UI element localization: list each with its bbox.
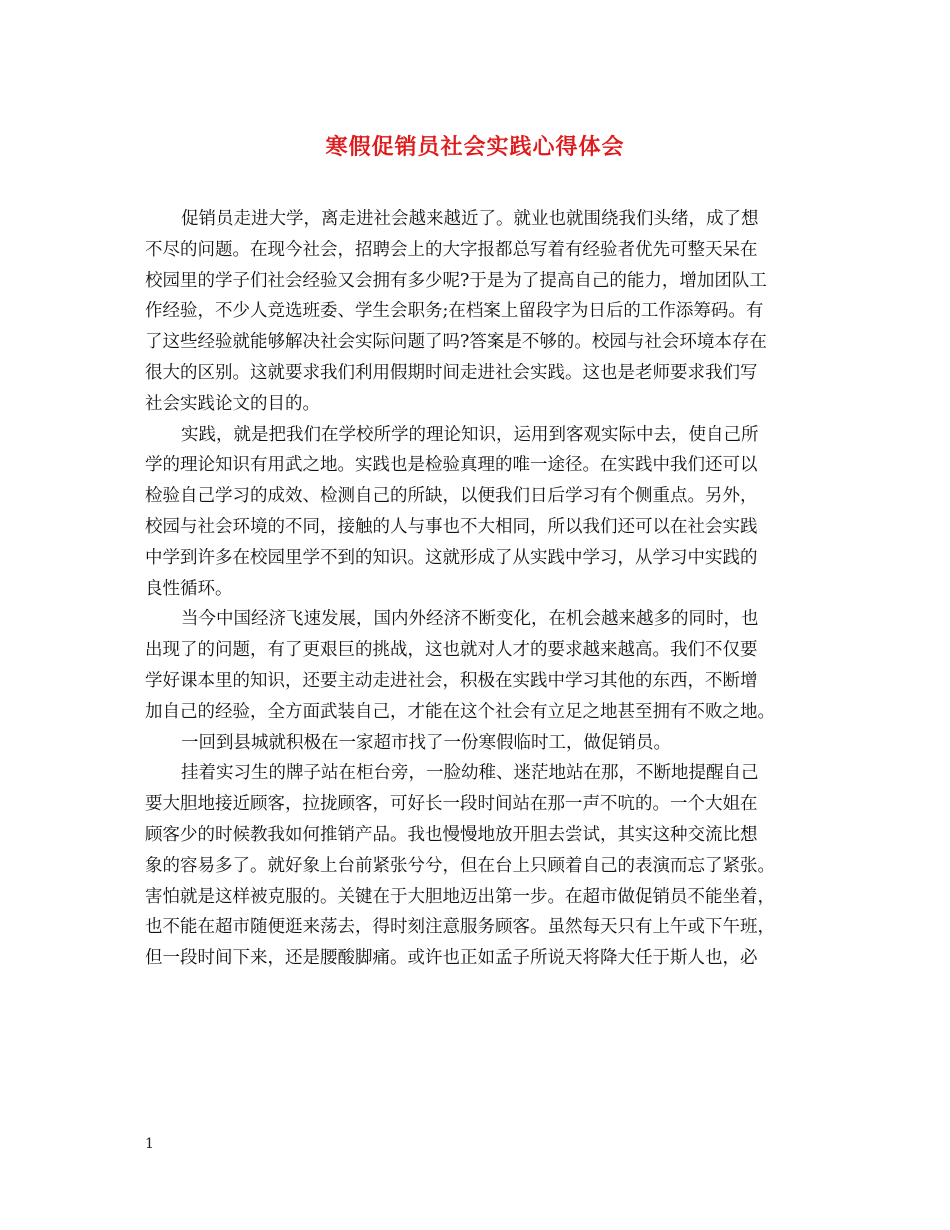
page-number: 1 [145,1136,154,1152]
text-line: 实践，就是把我们在学校所学的理论知识，运用到客观实际中去，使自己所 [181,424,759,445]
text-line: 良性循环。 [145,578,233,599]
text-line: 检验自己学习的成效、检测自己的所缺，以便我们日后学习有个侧重点。另外， [145,486,758,507]
text-line: 促销员走进大学，离走进社会越来越近了。就业也就围绕我们头绪，成了想 [181,209,759,229]
text-line: 社会实践论文的目的。 [145,393,320,414]
text-line: 象的容易多了。就好象上台前紧张兮兮，但在台上只顾着自己的表演而忘了紧张。 [145,855,775,876]
text-line: 很大的区别。这就要求我们利用假期时间走进社会实践。这也是老师要求我们写 [145,362,758,383]
text-line: 学好课本里的知识，还要主动走进社会，积极在实践中学习其他的东西，不断增 [145,670,758,691]
text-line: 加自己的经验，全方面武装自己，才能在这个社会有立足之地甚至拥有不败之地。 [145,701,775,722]
text-line: 了这些经验就能够解决社会实际问题了吗?答案是不够的。校园与社会环境本存在 [145,332,767,353]
text-line: 但一段时间下来，还是腰酸脚痛。或许也正如孟子所说天将降大任于斯人也，必 [145,948,758,969]
text-line: 出现了的问题，有了更艰巨的挑战，这也就对人才的要求越来越高。我们不仅要 [145,640,758,661]
text-line: 顾客少的时候教我如何推销产品。我也慢慢地放开胆去尝试，其实这种交流比想 [145,824,758,845]
text-line: 校园里的学子们社会经验又会拥有多少呢?于是为了提高自己的能力，增加团队工 [145,270,767,291]
text-line: 学的理论知识有用武之地。实践也是检验真理的唯一途径。在实践中我们还可以 [145,455,758,476]
text-line: 中学到许多在校园里学不到的知识。这就形成了从实践中学习，从学习中实践的 [145,547,758,568]
document-title: 寒假促销员社会实践心得体会 [325,134,625,160]
document-body [145,204,812,974]
text-line: 一回到县城就积极在一家超市找了一份寒假临时工，做促销员。 [181,732,671,753]
text-line: 作经验，不少人竞选班委、学生会职务;在档案上留段字为日后的工作添筹码。有 [145,301,764,322]
text-line: 校园与社会环境的不同，接触的人与事也不大相同，所以我们还可以在社会实践 [145,516,758,537]
text-line: 挂着实习生的牌子站在柜台旁，一脸幼稚、迷茫地站在那，不断地提醒自己 [181,763,759,784]
text-line: 害怕就是这样被克服的。关键在于大胆地迈出第一步。在超市做促销员不能坐着， [145,886,775,907]
text-line: 不尽的问题。在现今社会，招聘会上的大字报都总写着有经验者优先可整天呆在 [145,239,758,260]
text-line: 要大胆地接近顾客，拉拢顾客，可好长一段时间站在那一声不吭的。一个大姐在 [145,794,758,815]
text-line: 当今中国经济飞速发展，国内外经济不断变化，在机会越来越多的同时，也 [181,609,759,630]
text-line: 也不能在超市随便逛来荡去，得时刻注意服务顾客。虽然每天只有上午或下午班， [145,917,775,938]
